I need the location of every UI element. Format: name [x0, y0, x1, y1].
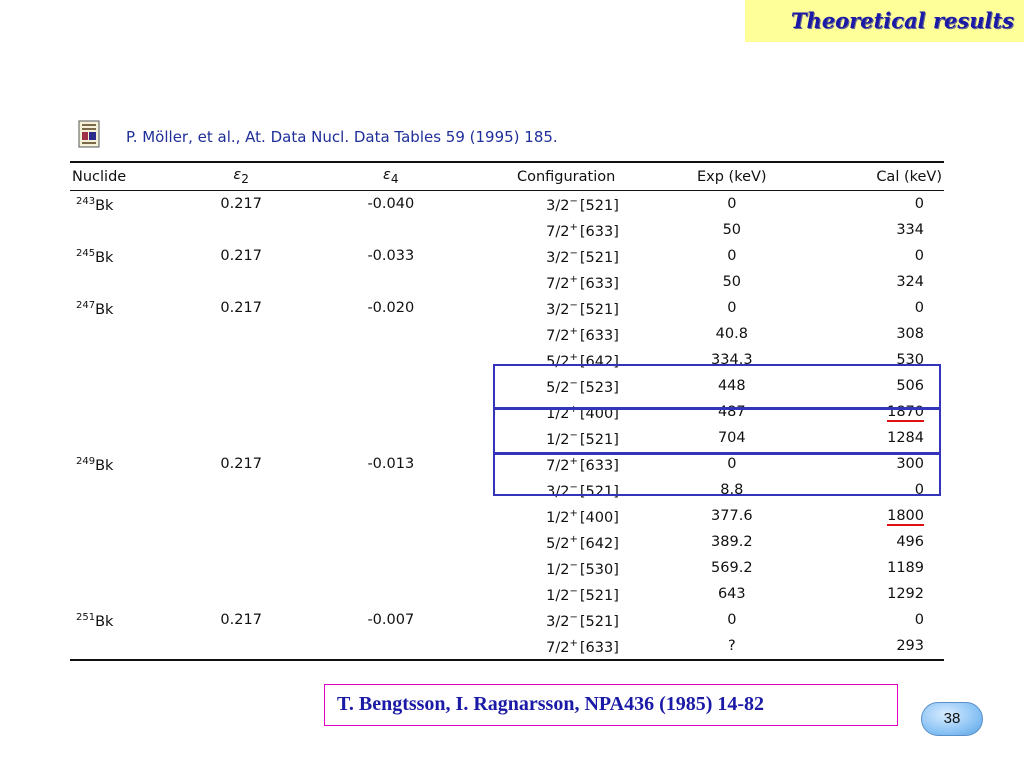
configuration-value — [546, 295, 626, 321]
nuclide-element: Bk — [95, 614, 114, 630]
cell-configuration — [482, 321, 650, 347]
configuration-value — [546, 607, 626, 633]
cal-value: 0 — [914, 612, 924, 628]
configuration-value — [546, 581, 626, 607]
cell-nuclide — [70, 607, 183, 633]
cell-exp: 50 — [722, 222, 742, 238]
cell-exp: 389.2 — [711, 534, 753, 550]
cell-eps2 — [183, 425, 299, 451]
configuration-value — [546, 269, 626, 295]
nilsson-label: [633] — [579, 276, 619, 292]
cell-eps4 — [299, 581, 482, 607]
cell-cal — [814, 581, 944, 607]
cell-exp: 0 — [727, 196, 737, 212]
cal-value: 0 — [914, 482, 924, 498]
configuration-value — [546, 529, 626, 555]
cell-eps2: 0.217 — [220, 248, 262, 264]
spin-k: 1/2 — [546, 432, 570, 448]
spin-k: 7/2 — [546, 224, 570, 240]
cell-cal — [814, 295, 944, 321]
nilsson-label: [642] — [579, 354, 619, 370]
cell-eps4: -0.007 — [367, 612, 415, 628]
parity: − — [569, 300, 578, 311]
table-row — [70, 503, 944, 529]
citation-box — [324, 684, 898, 726]
cell-configuration — [482, 295, 650, 321]
configuration-value — [546, 503, 626, 529]
nuclide-mass: 251 — [76, 612, 96, 623]
nuclide-element: Bk — [95, 458, 114, 474]
reference-link[interactable]: P. Möller, et al., At. Data Nucl. Data Tables 59 (1995) 185. — [126, 128, 558, 146]
cell-cal — [814, 633, 944, 660]
header-eps2-symbol: ε — [233, 167, 242, 184]
parity: − — [569, 560, 578, 571]
nuclide-mass: 249 — [76, 456, 96, 467]
cal-value: 308 — [896, 326, 924, 342]
cell-nuclide — [70, 633, 183, 660]
spin-k: 3/2 — [546, 198, 570, 214]
cell-eps2 — [183, 633, 299, 660]
cell-configuration — [482, 555, 650, 581]
parity: + — [569, 222, 578, 233]
spin-k: 3/2 — [546, 484, 570, 500]
nilsson-label: [523] — [579, 380, 619, 396]
nilsson-label: [521] — [579, 484, 619, 500]
cal-value: 0 — [914, 300, 924, 316]
parity: − — [569, 482, 578, 493]
cell-eps2 — [183, 555, 299, 581]
cell-exp: 8.8 — [720, 482, 744, 498]
cell-eps2 — [183, 321, 299, 347]
cell-nuclide — [70, 217, 183, 243]
cell-eps4 — [299, 425, 482, 451]
spin-k: 1/2 — [546, 406, 570, 422]
parity: + — [569, 404, 578, 415]
cell-eps2 — [183, 373, 299, 399]
cell-eps2 — [183, 477, 299, 503]
table-row — [70, 321, 944, 347]
header-cal: Cal (keV) — [814, 162, 944, 191]
cell-eps2: 0.217 — [220, 612, 262, 628]
cell-exp: 40.8 — [715, 326, 748, 342]
parity: − — [569, 612, 578, 623]
parity: + — [569, 638, 578, 649]
table-row — [70, 243, 944, 269]
nilsson-label: [400] — [579, 510, 619, 526]
cell-configuration — [482, 243, 650, 269]
cell-exp: 0 — [727, 456, 737, 472]
cal-value: 334 — [896, 222, 924, 238]
spin-k: 5/2 — [546, 380, 570, 396]
cell-eps4: -0.040 — [367, 196, 415, 212]
spin-k: 1/2 — [546, 562, 570, 578]
configuration-value — [546, 217, 626, 243]
cell-cal — [814, 529, 944, 555]
nilsson-label: [521] — [579, 250, 619, 266]
spin-k: 7/2 — [546, 276, 570, 292]
cell-nuclide — [70, 503, 183, 529]
spin-k: 1/2 — [546, 588, 570, 604]
cell-eps4: -0.033 — [367, 248, 415, 264]
cell-nuclide — [70, 529, 183, 555]
cell-configuration — [482, 191, 650, 218]
table-row — [70, 555, 944, 581]
table-row — [70, 607, 944, 633]
cell-eps2: 0.217 — [220, 300, 262, 316]
parity: + — [569, 508, 578, 519]
cal-value-underlined: 1800 — [887, 508, 924, 524]
header-exp: Exp (keV) — [650, 162, 814, 191]
citation-text: T. Bengtsson, I. Ragnarsson, NPA436 (1985) 14-82 — [337, 693, 765, 715]
cal-value-underlined: 1870 — [887, 404, 924, 420]
cell-eps2 — [183, 503, 299, 529]
highlight-box-3 — [493, 453, 941, 496]
cal-value: 506 — [896, 378, 924, 394]
cell-eps2: 0.217 — [220, 196, 262, 212]
cell-eps2 — [183, 347, 299, 373]
cell-eps2: 0.217 — [220, 456, 262, 472]
nuclide-mass: 245 — [76, 248, 96, 259]
spin-k: 3/2 — [546, 302, 570, 318]
cell-exp: 0 — [727, 248, 737, 264]
parity: − — [569, 248, 578, 259]
table-row — [70, 217, 944, 243]
cell-cal — [814, 503, 944, 529]
cell-configuration — [482, 529, 650, 555]
parity: − — [569, 586, 578, 597]
parity: + — [569, 456, 578, 467]
configuration-value — [546, 191, 626, 217]
cell-exp: 643 — [717, 586, 746, 602]
nilsson-label: [521] — [579, 614, 619, 630]
spin-k: 5/2 — [546, 354, 570, 370]
cell-cal — [814, 217, 944, 243]
parity: + — [569, 534, 578, 545]
cell-nuclide — [70, 581, 183, 607]
configuration-value — [546, 633, 626, 659]
cal-value: 1292 — [887, 586, 924, 602]
cell-eps4: -0.013 — [367, 456, 415, 472]
cell-eps4 — [299, 269, 482, 295]
cell-eps4: -0.020 — [367, 300, 415, 316]
highlight-box-1 — [493, 364, 941, 409]
cell-exp: 569.2 — [711, 560, 753, 576]
cell-exp: 487 — [717, 404, 746, 420]
parity: + — [569, 352, 578, 363]
nuclide-mass: 243 — [76, 196, 96, 207]
cal-value: 1189 — [887, 560, 924, 576]
slide-title-banner — [745, 0, 1024, 42]
document-icon — [78, 120, 100, 148]
cal-value: 300 — [896, 456, 924, 472]
cell-configuration — [482, 503, 650, 529]
cal-value: 0 — [914, 196, 924, 212]
cell-configuration — [482, 607, 650, 633]
cell-configuration — [482, 217, 650, 243]
cell-nuclide — [70, 269, 183, 295]
cell-cal — [814, 555, 944, 581]
cell-nuclide — [70, 295, 183, 321]
nilsson-label: [521] — [579, 588, 619, 604]
nilsson-label: [633] — [579, 224, 619, 240]
spin-k: 7/2 — [546, 328, 570, 344]
parity: + — [569, 274, 578, 285]
spin-k: 7/2 — [546, 640, 570, 656]
parity: + — [569, 326, 578, 337]
highlight-box-2 — [493, 408, 941, 454]
cell-exp: 50 — [722, 274, 742, 290]
cell-eps4 — [299, 217, 482, 243]
nilsson-label: [530] — [579, 562, 619, 578]
nilsson-label: [633] — [579, 458, 619, 474]
cell-eps2 — [183, 217, 299, 243]
nilsson-label: [521] — [579, 198, 619, 214]
nilsson-label: [633] — [579, 640, 619, 656]
configuration-value — [546, 555, 626, 581]
table-row — [70, 269, 944, 295]
cell-exp: 377.6 — [711, 508, 753, 524]
slide-title: Theoretical results — [790, 8, 1014, 33]
nuclide-element: Bk — [95, 302, 114, 318]
cell-eps4 — [299, 321, 482, 347]
cal-value: 530 — [896, 352, 924, 368]
cal-value: 1284 — [887, 430, 924, 446]
cell-configuration — [482, 269, 650, 295]
header-nuclide: Nuclide — [70, 162, 183, 191]
cell-exp: 448 — [717, 378, 746, 394]
nuclide-mass: 247 — [76, 300, 96, 311]
cell-nuclide — [70, 399, 183, 425]
configuration-value — [546, 243, 626, 269]
header-eps4-symbol: ε — [383, 167, 391, 184]
cal-value: 496 — [896, 534, 924, 550]
cell-nuclide — [70, 243, 183, 269]
spin-k: 1/2 — [546, 510, 570, 526]
cell-exp: ? — [650, 633, 814, 660]
page-number-badge: 38 — [921, 702, 983, 736]
cell-cal — [814, 243, 944, 269]
cell-nuclide — [70, 477, 183, 503]
header-configuration: Configuration — [482, 162, 650, 191]
cell-cal — [814, 269, 944, 295]
cal-value: 0 — [914, 248, 924, 264]
configuration-value — [546, 321, 626, 347]
cell-exp: 704 — [717, 430, 746, 446]
cell-eps4 — [299, 555, 482, 581]
cell-eps2 — [183, 529, 299, 555]
cell-eps4 — [299, 373, 482, 399]
cell-exp: 0 — [727, 612, 737, 628]
cell-nuclide — [70, 321, 183, 347]
cell-eps4 — [299, 633, 482, 660]
table-row — [70, 581, 944, 607]
nilsson-label: [521] — [579, 302, 619, 318]
header-eps2: $\varepsilon_2$ — [183, 162, 299, 191]
parity: − — [569, 430, 578, 441]
cell-eps4 — [299, 477, 482, 503]
header-eps4: $\varepsilon_4$ — [299, 162, 482, 191]
spin-k: 7/2 — [546, 458, 570, 474]
cell-eps4 — [299, 347, 482, 373]
table-row — [70, 529, 944, 555]
cell-nuclide — [70, 191, 183, 218]
cell-configuration — [482, 633, 650, 660]
cell-nuclide — [70, 347, 183, 373]
cell-eps4 — [299, 529, 482, 555]
cell-exp: 334.3 — [711, 352, 753, 368]
parity: − — [569, 378, 578, 389]
cell-eps2 — [183, 399, 299, 425]
cell-nuclide — [70, 451, 183, 477]
cell-nuclide — [70, 555, 183, 581]
cell-cal — [814, 191, 944, 218]
cell-eps4 — [299, 399, 482, 425]
table-row — [70, 191, 944, 218]
cal-value: 324 — [896, 274, 924, 290]
table-header-row — [70, 162, 944, 191]
cell-configuration — [482, 581, 650, 607]
cell-cal — [814, 321, 944, 347]
spin-k: 3/2 — [546, 250, 570, 266]
cell-cal — [814, 607, 944, 633]
nilsson-label: [521] — [579, 432, 619, 448]
cal-value: 293 — [896, 638, 924, 654]
table-row — [70, 295, 944, 321]
cell-eps2 — [183, 581, 299, 607]
table-row — [70, 633, 944, 660]
nilsson-label: [633] — [579, 328, 619, 344]
cell-nuclide — [70, 373, 183, 399]
cell-nuclide — [70, 425, 183, 451]
nuclide-element: Bk — [95, 198, 114, 214]
nilsson-label: [400] — [579, 406, 619, 422]
cell-eps4 — [299, 503, 482, 529]
spin-k: 3/2 — [546, 614, 570, 630]
cell-eps2 — [183, 269, 299, 295]
cell-exp: 0 — [727, 300, 737, 316]
parity: − — [569, 196, 578, 207]
nilsson-label: [642] — [579, 536, 619, 552]
nuclide-element: Bk — [95, 250, 114, 266]
spin-k: 5/2 — [546, 536, 570, 552]
